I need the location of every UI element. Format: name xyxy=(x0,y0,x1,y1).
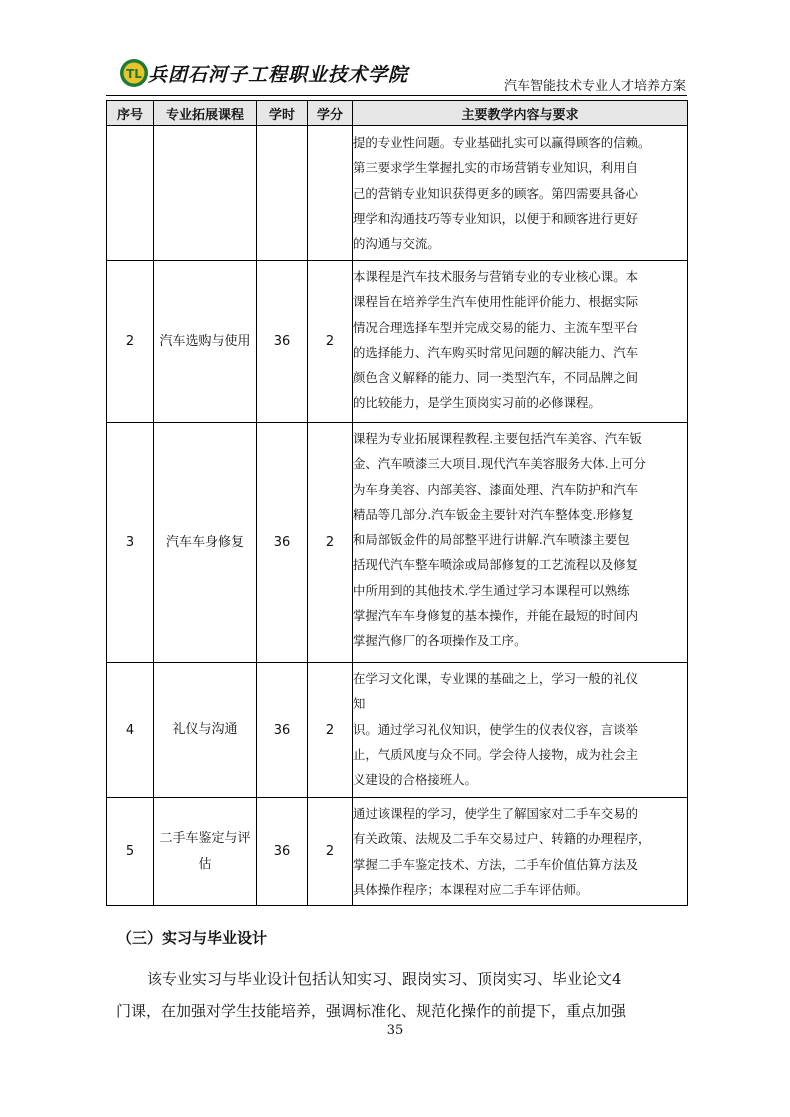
description-line: 和局部钣金件的局部整平进行讲解.汽车喷漆主要包 xyxy=(353,532,630,548)
course-hours: 36 xyxy=(257,261,308,423)
description-line: 情况合理选择车型并完成交易的能力、主流车型平台 xyxy=(353,319,638,335)
description-line: 通过该课程的学习，使学生了解国家对二手车交易的 xyxy=(353,806,638,821)
table-row xyxy=(107,423,688,663)
col-header-content: 主要教学内容与要求 xyxy=(353,101,688,126)
description-line: 己的营销专业知识获得更多的顾客。第四需要具备心 xyxy=(353,185,638,201)
course-description xyxy=(353,126,688,261)
course-hours xyxy=(257,126,308,261)
course-description xyxy=(353,798,688,906)
description-line: 有关政策、法规及二手车交易过户、转籍的办理程序， xyxy=(353,831,651,847)
paragraph-line: 门课，在加强对学生技能培养，强调标准化、规范化操作的前提下，重点加强 xyxy=(116,1002,627,1020)
description-line: 止，气质风度与众不同。学会待人接物，成为社会主 xyxy=(353,746,638,762)
description-line: 掌握汽车车身修复的基本操作，并能在最短的时间内 xyxy=(353,608,638,624)
course-name: 汽车车身修复 xyxy=(154,423,257,663)
description-line: 具体操作程序；本课程对应二手车评估师。 xyxy=(353,881,589,897)
table-row xyxy=(107,663,688,798)
table-row xyxy=(107,126,688,261)
description-line: 第三要求学生掌握扎实的市场营销专业知识，利用自 xyxy=(353,160,638,176)
description-line: 的选择能力、汽车购买时常见问题的解决能力、汽车 xyxy=(353,344,638,360)
header-rule xyxy=(106,95,687,96)
paragraph-line: 该专业实习与毕业设计包括认知实习、跟岗实习、顶岗实习、毕业论文4 xyxy=(147,970,622,988)
description-line: 掌握汽修厂的各项操作及工序。 xyxy=(353,633,527,649)
col-header-number: 序号 xyxy=(107,101,154,126)
description-line: 的沟通与交流。 xyxy=(353,236,440,252)
page-number: 35 xyxy=(386,1023,404,1038)
school-name: 兵团石河子工程职业技术学院 xyxy=(148,64,409,86)
row-number: 3 xyxy=(107,423,154,663)
description-line: 精品等几部分.汽车钣金主要针对汽车整体变.形修复 xyxy=(353,506,634,522)
table-row xyxy=(107,261,688,423)
col-header-course: 专业拓展课程 xyxy=(154,101,257,126)
description-line: 提的专业性问题。专业基础扎实可以赢得顾客的信赖。 xyxy=(353,135,651,150)
course-description xyxy=(353,423,688,663)
description-line: 义建设的合格接班人。 xyxy=(353,772,477,788)
section-heading: （三）实习与毕业设计 xyxy=(117,929,268,947)
row-number: 2 xyxy=(107,261,154,423)
course-name: 礼仪与沟通 xyxy=(154,663,257,798)
table-header-row xyxy=(107,101,688,126)
col-header-credits: 学分 xyxy=(308,101,353,126)
course-credits: 2 xyxy=(308,663,353,798)
row-number: 4 xyxy=(107,663,154,798)
description-line: 知 xyxy=(353,696,366,712)
course-name: 二手车鉴定与评估 xyxy=(154,798,257,906)
description-line: 课程为专业拓展课程教程.主要包括汽车美容、汽车钣 xyxy=(353,431,642,446)
course-name: 汽车选购与使用 xyxy=(154,261,257,423)
description-line: 识。通过学习礼仪知识，使学生的仪表仪容，言谈举 xyxy=(353,721,638,737)
course-description xyxy=(353,261,688,423)
description-line: 掌握二手车鉴定技术、方法，二手车价值估算方法及 xyxy=(353,856,638,872)
table-row xyxy=(107,798,688,906)
course-hours: 36 xyxy=(257,798,308,906)
description-line: 金、汽车喷漆三大项目.现代汽车美容服务大体.上可分 xyxy=(353,456,646,472)
course-credits: 2 xyxy=(308,798,353,906)
body-paragraph xyxy=(116,963,682,1027)
page-header xyxy=(106,54,686,94)
description-line: 课程旨在培养学生汽车使用性能评价能力、根据实际 xyxy=(353,294,638,310)
description-line: 在学习文化课，专业课的基础之上，学习一般的礼仪 xyxy=(353,671,638,686)
row-number: 5 xyxy=(107,798,154,906)
course-hours: 36 xyxy=(257,663,308,798)
course-credits: 2 xyxy=(308,261,353,423)
school-logo-icon xyxy=(119,58,149,88)
description-line: 本课程是汽车技术服务与营销专业的专业核心课。本 xyxy=(353,269,638,284)
description-line: 为车身美容、内部美容、漆面处理、汽车防护和汽车 xyxy=(353,481,638,497)
description-line: 的比较能力，是学生顶岗实习前的必修课程。 xyxy=(353,395,601,411)
row-number xyxy=(107,126,154,261)
course-table xyxy=(106,100,688,906)
description-line: 中所用到的其他技术.学生通过学习本课程可以熟练 xyxy=(353,582,630,598)
description-line: 理学和沟通技巧等专业知识，以便于和顾客进行更好 xyxy=(353,210,638,226)
course-description xyxy=(353,663,688,798)
document-title: 汽车智能技术专业人才培养方案 xyxy=(503,79,686,94)
description-line: 颜色含义解释的能力、同一类型汽车，不同品牌之间 xyxy=(353,370,638,386)
course-credits xyxy=(308,126,353,261)
svg-text:TL: TL xyxy=(126,67,142,81)
col-header-hours: 学时 xyxy=(257,101,308,126)
course-hours: 36 xyxy=(257,423,308,663)
course-credits: 2 xyxy=(308,423,353,663)
course-name xyxy=(154,126,257,261)
description-line: 括现代汽车整车喷涂或局部修复的工艺流程以及修复 xyxy=(353,557,638,573)
